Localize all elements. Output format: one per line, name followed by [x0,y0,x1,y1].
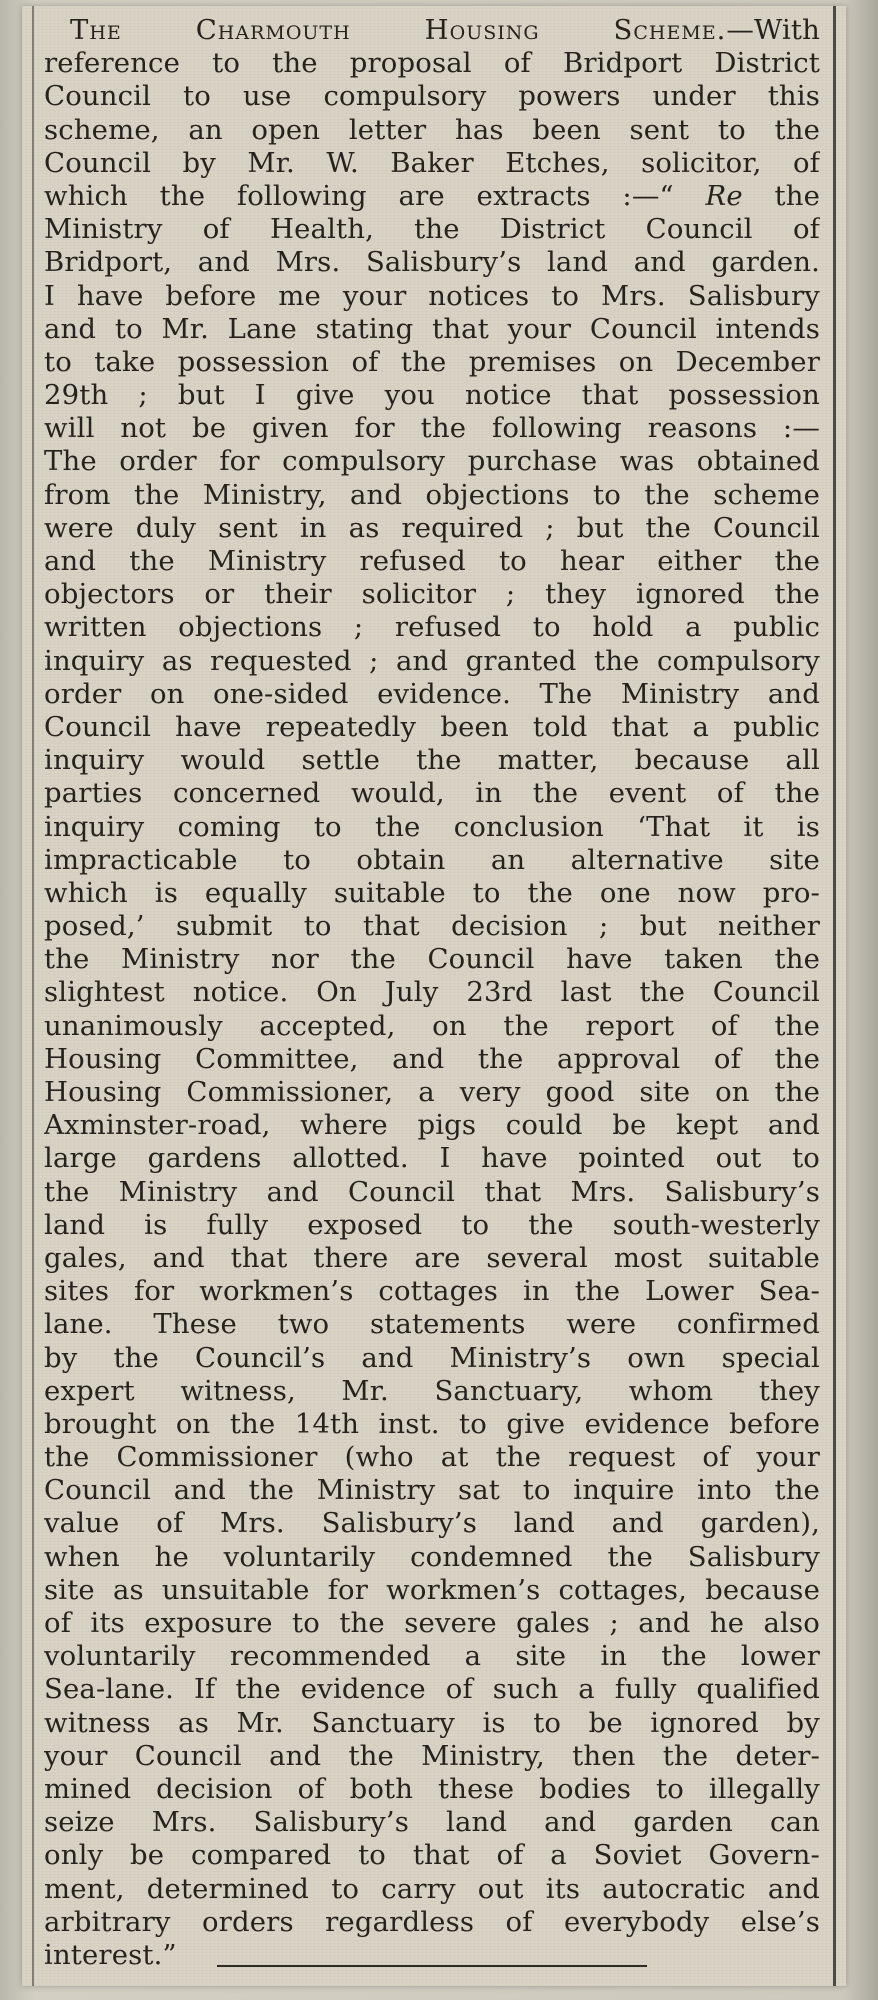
article-line [44,910,820,943]
line-text: sites for workmen’s cottages in the Lower Sea- [44,1275,820,1308]
line-text: order on one-sided evidence. The Ministry and [44,677,820,710]
article-line [44,412,820,445]
article-line [44,114,820,147]
article-line [44,379,820,412]
article-line [44,545,820,578]
article-line [44,1773,820,1806]
line-text: lane. These two statements were confirmed [44,1308,820,1341]
line-text: and to Mr. Lane stating that your Council intends [44,312,820,345]
end-rule [217,1965,647,1967]
line-text: and the Ministry refused to hear either the [44,545,820,577]
line-text: mined decision of both these bodies to illegally [44,1772,820,1805]
article-line [44,1441,820,1474]
line-text: land is fully exposed to the south-westerly [44,1208,820,1241]
article-line [44,313,820,346]
article-line [44,47,820,80]
article-line [44,180,820,213]
article-line [44,1707,820,1740]
article-line [44,1142,820,1175]
article-line [44,1010,820,1043]
article-line [44,744,820,777]
article-line [44,512,820,545]
line-text: objectors or their solicitor ; they ignored the [44,578,820,611]
article-line [44,479,820,512]
article-line [44,280,820,313]
article-line [44,777,820,810]
article-line [44,645,820,678]
line-text: witness as Mr. Sanctuary is to be ignored by [44,1706,820,1739]
line-text: your Council and the Ministry, then the deter- [44,1739,820,1772]
line-text: reference to the proposal of Bridport District [44,47,820,80]
line-text: were duly sent in as required ; but the Council [44,511,820,544]
line-text: Council to use compulsory powers under this [44,80,820,113]
newspaper-clipping [22,6,846,1986]
article-line [44,1043,820,1076]
article-line [44,711,820,744]
line-text: slightest notice. On July 23rd last the Council [44,976,820,1009]
article-line [44,1109,820,1142]
article-line [44,611,820,644]
article-line [44,1574,820,1607]
line-text: posed,’ submit to that decision ; but neither [44,910,820,943]
line-text: the [742,179,820,212]
article-line [44,1839,820,1872]
line-text: The order for compulsory purchase was obtained [44,445,820,478]
line-text: only be compared to that of a Soviet Govern- [44,1839,820,1872]
line-text: ment, determined to carry out its autocratic and [44,1872,820,1905]
article-line [44,1806,820,1839]
line-text: inquiry would settle the matter, because all [44,744,820,777]
article-line [44,445,820,478]
line-text: parties concerned would, in the event of the [44,777,820,810]
article-line [44,213,820,246]
article-line [44,147,820,180]
article-line [44,1209,820,1242]
line-text: of its exposure to the severe gales ; and he also [44,1607,820,1639]
line-text: written objections ; refused to hold a public [44,611,820,644]
line-text: the Ministry and Council that Mrs. Salisbury’s [44,1175,820,1208]
line-text: inquiry coming to the conclusion ‘That it is [44,810,820,843]
article-line [44,246,820,279]
article-line [44,844,820,877]
line-text: Council by Mr. W. Baker Etches, solicitor, of [44,146,820,179]
article-line [44,1176,820,1209]
line-text: Housing Committee, and the approval of the [44,1042,820,1075]
line-text: 29th ; but I give you notice that possession [44,379,820,412]
article-line [44,1939,820,1972]
line-text: seize Mrs. Salisbury’s land and garden can [44,1806,820,1839]
line-text: the Commissioner (who at the request of your [44,1441,820,1474]
line-text: value of Mrs. Salisbury’s land and garden), [44,1507,820,1540]
column-rule-right [833,6,836,1986]
article-line [44,678,820,711]
article-line [44,1673,820,1706]
article-line [44,1873,820,1906]
line-text: Council and the Ministry sat to inquire into the [44,1474,820,1507]
line-text: by the Council’s and Ministry’s own special [44,1341,820,1374]
line-text: —With [726,14,820,46]
line-text: brought on the 14th inst. to give evidence before [44,1407,820,1440]
line-text: Ministry of Health, the District Council of [44,213,820,246]
article-line [44,1507,820,1540]
line-text: from the Ministry, and objections to the scheme [44,478,820,511]
line-text: large gardens allotted. I have pointed out to [44,1142,820,1175]
article-line [44,1342,820,1375]
article-line [44,1375,820,1408]
article-heading: The Charmouth Housing Scheme. [70,14,727,46]
line-text: which the following are extracts :—“ [44,179,706,212]
article-line [44,1607,820,1640]
line-text: Council have repeatedly been told that a public [44,710,820,743]
line-text: Housing Commissioner, a very good site on the [44,1076,820,1108]
article-line [44,1408,820,1441]
line-text: when he voluntarily condemned the Salisbury [44,1540,820,1573]
line-text: which is equally suitable to the one now pro- [44,876,820,909]
article-line [44,1906,820,1939]
article-line [44,80,820,113]
article-line [44,877,820,910]
article-line [44,1640,820,1673]
line-text: voluntarily recommended a site in the lower [44,1640,820,1673]
article-heading-line [44,14,820,47]
article-line [44,943,820,976]
article-line [44,811,820,844]
article-line [44,1076,820,1109]
article-line [44,1541,820,1574]
italic-term: Re [705,179,743,212]
column-rule-left [32,6,34,1986]
line-text: gales, and that there are several most suitable [44,1241,820,1274]
line-text: scheme, an open letter has been sent to the [44,113,820,146]
line-text: will not be given for the following reasons :— [44,412,820,445]
line-text: Axminster-road, where pigs could be kept and [44,1109,820,1142]
article-line [44,1308,820,1341]
line-text: interest.” [44,1938,177,1971]
line-text: the Ministry nor the Council have taken the [44,943,820,976]
article-line [44,1242,820,1275]
line-text: Sea-lane. If the evidence of such a fully qualified [44,1673,820,1706]
article-line [44,976,820,1009]
article-line [44,1474,820,1507]
line-text: expert witness, Mr. Sanctuary, whom they [44,1374,820,1407]
article-line [44,578,820,611]
line-text: unanimously accepted, on the report of the [44,1009,820,1042]
line-text: I have before me your notices to Mrs. Salisbury [44,279,820,312]
article-line [44,1275,820,1308]
line-text: inquiry as requested ; and granted the compulsory [44,644,820,677]
line-text: Bridport, and Mrs. Salisbury’s land and garden. [44,246,820,279]
line-text: impracticable to obtain an alternative site [44,843,820,876]
article-body [44,14,820,1972]
line-text: to take possession of the premises on December [44,345,820,378]
line-text: site as unsuitable for workmen’s cottages, because [44,1573,820,1606]
article-line [44,346,820,379]
article-line [44,1740,820,1773]
line-text: arbitrary orders regardless of everybody else’s [44,1905,820,1938]
